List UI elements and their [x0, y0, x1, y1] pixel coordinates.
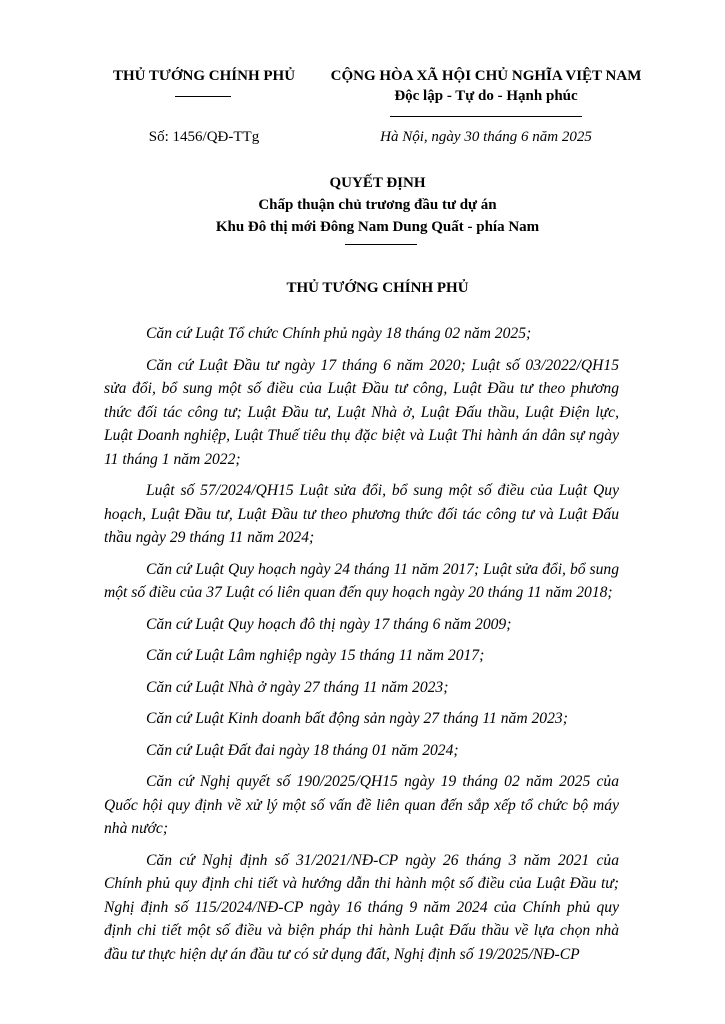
legal-basis-paragraph: Căn cứ Luật Nhà ở ngày 27 tháng 11 năm 2023; — [146, 678, 449, 696]
place-and-date: Hà Nội, ngày 30 tháng 6 năm 2025 — [380, 129, 592, 145]
subject-line-1: Chấp thuận chủ trương đầu tư dự án — [258, 197, 497, 213]
legal-basis-paragraph: Căn cứ Nghị quyết số 190/2025/QH15 ngày 19 tháng 02 năm 2025 của Quốc hội quy định về xử lý một số vấn đề liên quan đến sắp xếp tổ chức bộ máy nhà nước; — [104, 773, 619, 837]
legal-basis-paragraph: Căn cứ Luật Lâm nghiệp ngày 15 tháng 11 năm 2017; — [146, 647, 485, 664]
title-underline — [345, 244, 417, 245]
motto-slogan: Độc lập - Tự do - Hạnh phúc — [394, 88, 578, 104]
legal-basis-paragraph: Căn cứ Luật Tổ chức Chính phủ ngày 18 tháng 02 năm 2025; — [146, 325, 532, 342]
agency-name: THỦ TƯỚNG CHÍNH PHỦ — [112, 68, 296, 84]
country-name: CỘNG HÒA XÃ HỘI CHỦ NGHĨA VIỆT NAM — [330, 68, 642, 84]
legal-basis-paragraph: Căn cứ Nghị định số 31/2021/NĐ-CP ngày 26 tháng 3 năm 2021 của Chính phủ quy định chi tiết và hướng dẫn thi hành một số điều của Luật Đầu tư; Nghị định số 115/2024/NĐ-CP ngày 16 tháng 9 năm 2024 của Chính phủ quy định chi tiết một số điều và biện pháp thi hành Luật Đấu thầu về lựa chọn nhà đầu tư thực hiện dự án đầu tư có sử dụng đất, Nghị định số 19/2025/NĐ-CP — [104, 851, 619, 963]
document-number: Số: 1456/QĐ-TTg — [148, 129, 260, 145]
legal-basis-paragraph: Căn cứ Luật Đất đai ngày 18 tháng 01 năm 2024; — [146, 741, 459, 759]
agency-header — [100, 66, 308, 86]
document-title — [100, 172, 655, 238]
legal-basis-paragraph: Căn cứ Luật Đầu tư ngày 17 tháng 6 năm 2020; Luật số 03/2022/QH15 sửa đổi, bổ sung một số điều của Luật Đầu tư công, Luật Đầu tư theo phương thức đối tác công tư; Luật Đầu tư, Luật Nhà ở, Luật Đấu thầu, Luật Điện lực, Luật Doanh nghiệp, Luật Thuế tiêu thụ đặc biệt và Luật Thi hành án dân sự ngày 11 tháng 1 năm 2022; — [104, 356, 619, 468]
legal-basis-paragraph: Căn cứ Luật Kinh doanh bất động sản ngày 27 tháng 11 năm 2023; — [146, 710, 568, 727]
national-motto — [322, 66, 650, 106]
agency-underline — [175, 96, 231, 97]
document-body — [104, 322, 619, 974]
issuing-authority: THỦ TƯỚNG CHÍNH PHỦ — [286, 280, 469, 296]
legal-basis-paragraph: Căn cứ Luật Quy hoạch ngày 24 tháng 11 năm 2017; Luật sửa đổi, bổ sung một số điều của 37 Luật có liên quan đến quy hoạch ngày 20 tháng 11 năm 2018; — [104, 560, 619, 601]
document-type: QUYẾT ĐỊNH — [329, 175, 426, 191]
legal-basis-paragraph: Luật số 57/2024/QH15 Luật sửa đổi, bổ sung một số điều của Luật Quy hoạch, Luật Đầu tư, Luật Đầu tư theo phương thức đối tác công tư và Luật Đấu thầu ngày 29 tháng 11 năm 2024; — [104, 482, 619, 546]
subject-line-2: Khu Đô thị mới Đông Nam Dung Quất - phía Nam — [215, 219, 540, 235]
motto-underline — [390, 116, 582, 117]
legal-basis-paragraph: Căn cứ Luật Quy hoạch đô thị ngày 17 tháng 6 năm 2009; — [146, 615, 512, 633]
